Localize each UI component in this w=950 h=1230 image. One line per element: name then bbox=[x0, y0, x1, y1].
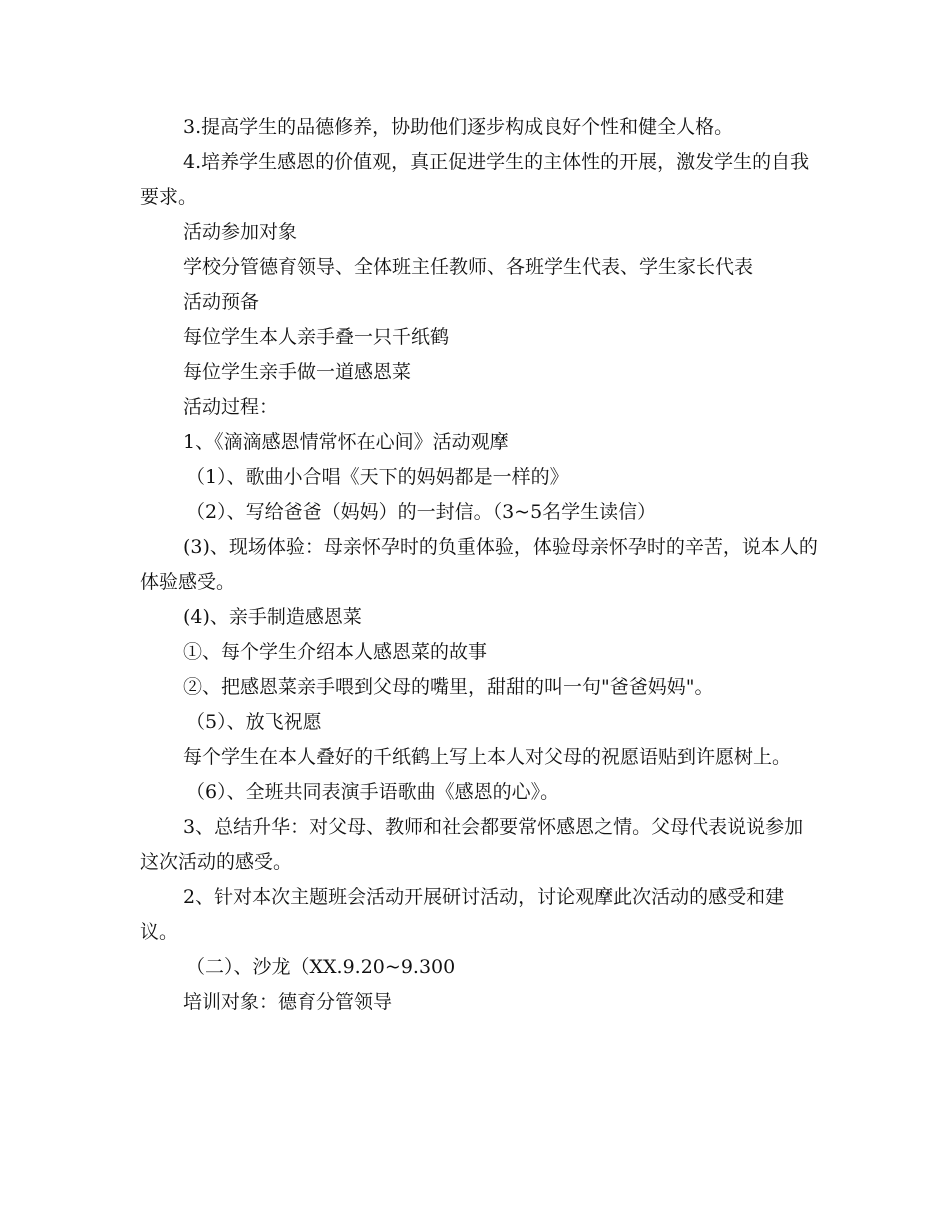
paragraph-step-1: （1）、歌曲小合唱《天下的妈妈都是一样的》 bbox=[186, 466, 569, 488]
paragraph-step-2: （2）、写给爸爸（妈妈）的一封信。（3~5名学生读信） bbox=[186, 501, 657, 523]
heading-salon: （二）、沙龙（XX.9.20~9.300 bbox=[186, 956, 456, 978]
paragraph-goal-4: 4.培养学生感恩的价值观，真正促进学生的主体性的开展，激发学生的自我要求。 bbox=[140, 151, 810, 208]
paragraph-process-1: 1、《滴滴感恩情常怀在心间》活动观摩 bbox=[183, 431, 509, 453]
paragraph-training-target: 培训对象：德育分管领导 bbox=[183, 991, 393, 1013]
paragraph-step-5-detail: 每个学生在本人叠好的千纸鹤上写上本人对父母的祝愿语贴到许愿树上。 bbox=[183, 746, 792, 768]
document-body bbox=[140, 110, 820, 1020]
paragraph-step-4a: ①、每个学生介绍本人感恩菜的故事 bbox=[183, 641, 488, 663]
paragraph-prep-dish: 每位学生亲手做一道感恩菜 bbox=[183, 361, 412, 383]
paragraph-prep-crane: 每位学生本人亲手叠一只千纸鹤 bbox=[183, 326, 450, 348]
paragraph-step-3: (3)、现场体验：母亲怀孕时的负重体验，体验母亲怀孕时的辛苦，说本人的体验感受。 bbox=[140, 536, 818, 593]
paragraph-goal-3: 3.提高学生的品德修养，协助他们逐步构成良好个性和健全人格。 bbox=[183, 116, 734, 138]
paragraph-step-4: (4)、亲手制造感恩菜 bbox=[183, 606, 362, 628]
paragraph-discussion-2: 2、针对本次主题班会活动开展研讨活动，讨论观摩此次活动的感受和建议。 bbox=[140, 886, 785, 943]
paragraph-step-5: （5）、放飞祝愿 bbox=[186, 711, 322, 733]
heading-process: 活动过程： bbox=[183, 396, 279, 418]
heading-preparation: 活动预备 bbox=[183, 291, 260, 313]
paragraph-step-4b: ②、把感恩菜亲手喂到父母的嘴里，甜甜的叫一句"爸爸妈妈"。 bbox=[183, 676, 714, 698]
paragraph-summary-3: 3、总结升华：对父母、教师和社会都要常怀感恩之情。父母代表说说参加这次活动的感受。 bbox=[140, 816, 804, 873]
heading-participants: 活动参加对象 bbox=[183, 221, 298, 243]
paragraph-participants: 学校分管德育领导、全体班主任教师、各班学生代表、学生家长代表 bbox=[183, 256, 754, 278]
paragraph-step-6: （6）、全班共同表演手语歌曲《感恩的心》。 bbox=[186, 781, 560, 803]
